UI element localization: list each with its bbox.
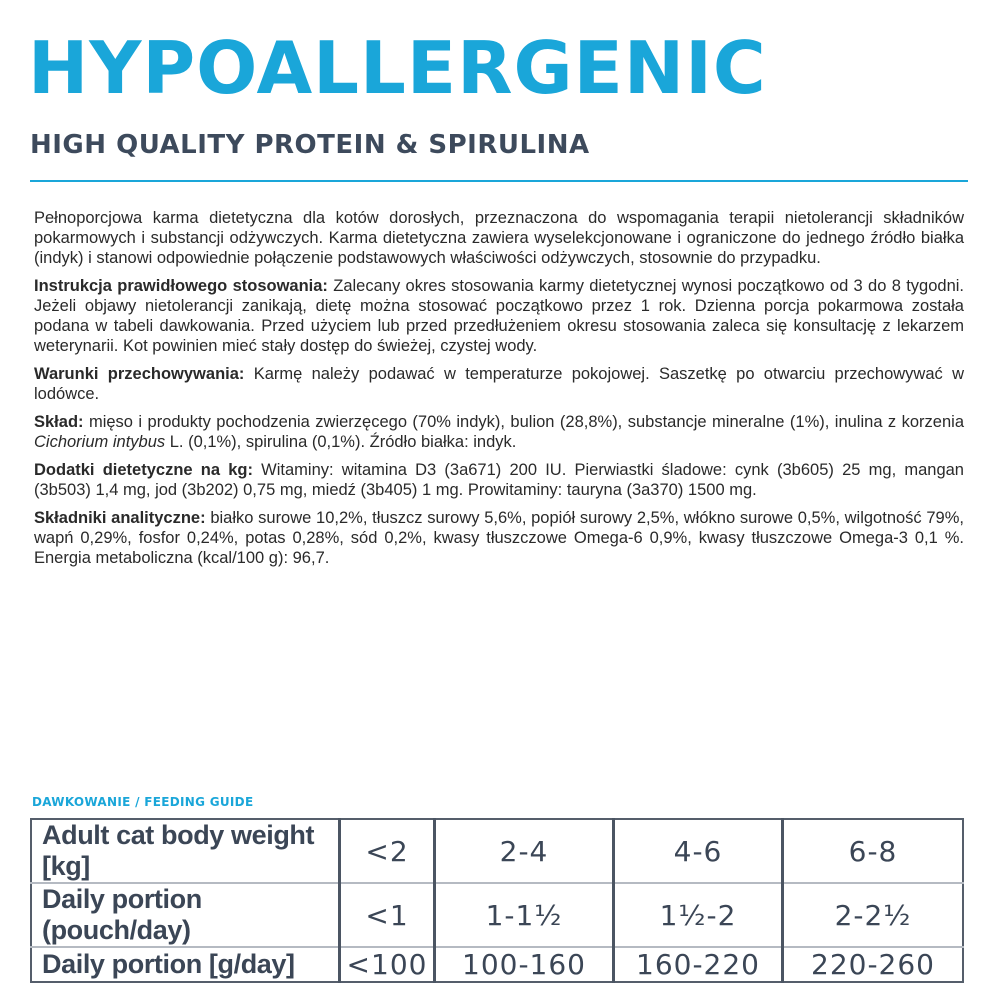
- instructions-label: Instrukcja prawidłowego stosowania:: [34, 277, 328, 295]
- composition-latin-name: Cichorium intybus: [34, 433, 166, 451]
- storage-label: Warunki przechowywania:: [34, 365, 245, 383]
- table-row: [31, 883, 963, 947]
- page-title: HYPOALLERGENIC: [28, 26, 767, 110]
- table-cell: 220-260: [811, 948, 935, 981]
- divider: [30, 180, 968, 182]
- row-header: Adult cat body weight [kg]: [31, 819, 340, 883]
- table-row: [31, 819, 963, 883]
- table-cell: 1½-2: [614, 883, 783, 947]
- feeding-guide-table: [30, 818, 964, 983]
- additives-label: Dodatki dietetyczne na kg:: [34, 461, 253, 479]
- feeding-guide-label: DAWKOWANIE / FEEDING GUIDE: [32, 795, 254, 809]
- row-header: Daily portion (pouch/day): [31, 883, 340, 947]
- storage-text: Karmę należy podawać w temperaturze pokojowej. Saszetkę po otwarciu przechowywać w lodówce.: [34, 365, 964, 403]
- analytical-text: białko surowe 10,2%, tłuszcz surowy 5,6%, popiół surowy 2,5%, włókno surowe 0,5%, wilgotność 79%, wapń 0,29%, fosfor 0,24%, potas 0,28%, sód 0,2%, kwasy tłuszczowe Omega-6 0,9%, kwasy tłuszczowe Omega-3 0,1 %. Energia metaboliczna (kcal/100 g): 96,7.: [34, 509, 964, 567]
- instructions-paragraph: [34, 276, 964, 356]
- description-paragraph: [34, 208, 964, 268]
- description-text: Pełnoporcjowa karma dietetyczna dla kotów dorosłych, przeznaczona do wspomagania terapii nietolerancji składników pokarmowych i substancji odżywczych. Karma dietetyczna zawiera wyselekcjonowane i ograniczone do jednego źródło białka (indyk) i stanowi odpowiednie połączenie podstawowych właściwości odżywczych, stosownie do przypadku.: [34, 209, 964, 267]
- table-cell: 160-220: [614, 947, 783, 982]
- table-row: [31, 947, 963, 982]
- analytical-paragraph: [34, 508, 964, 568]
- additives-paragraph: [34, 460, 964, 500]
- table-cell: 1-1½: [435, 883, 614, 947]
- table-cell: <1: [340, 883, 435, 947]
- instructions-text: Zalecany okres stosowania karmy dietetycznej wynosi początkowo od 3 do 8 tygodni. Jeżeli objawy nietolerancji zanikają, dietę można stosować początkowo przez 1 rok. Dzienna porcja pokarmowa została podana w tabeli dawkowania. Przed użyciem lub przed przedłużeniem okresu stosowania zaleca się konsultację z lekarzem weterynarii. Kot powinien mieć stały dostęp do świeżej, czystej wody.: [34, 277, 964, 355]
- composition-paragraph: [34, 412, 964, 452]
- composition-text-b: L. (0,1%), spirulina (0,1%). Źródło białka: indyk.: [165, 433, 517, 451]
- composition-label: Skład:: [34, 413, 84, 431]
- table-cell: <2: [340, 819, 435, 883]
- table-cell: 100-160: [435, 947, 614, 982]
- analytical-label: Składniki analityczne:: [34, 509, 206, 527]
- additives-text: Witaminy: witamina D3 (3a671) 200 IU. Pierwiastki śladowe: cynk (3b605) 25 mg, mangan (3b503) 1,4 mg, jod (3b202) 0,75 mg, miedź (3b405) 1 mg. Prowitaminy: tauryna (3a370) 1500 mg.: [34, 461, 964, 499]
- table-cell: 2-2½: [783, 883, 964, 947]
- storage-paragraph: [34, 364, 964, 404]
- table-cell: <100: [340, 947, 435, 982]
- page-subtitle: HIGH QUALITY PROTEIN & SPIRULINA: [30, 130, 590, 160]
- table-cell: 4-6: [614, 819, 783, 883]
- table-cell: 6-8: [783, 819, 964, 883]
- composition-text-a: mięso i produkty pochodzenia zwierzęcego (70% indyk), bulion (28,8%), substancje mineralne (1%), inulina z korzenia: [83, 413, 964, 431]
- product-description: [34, 208, 964, 576]
- table-cell: 2-4: [435, 819, 614, 883]
- row-header: Daily portion [g/day]: [31, 947, 340, 982]
